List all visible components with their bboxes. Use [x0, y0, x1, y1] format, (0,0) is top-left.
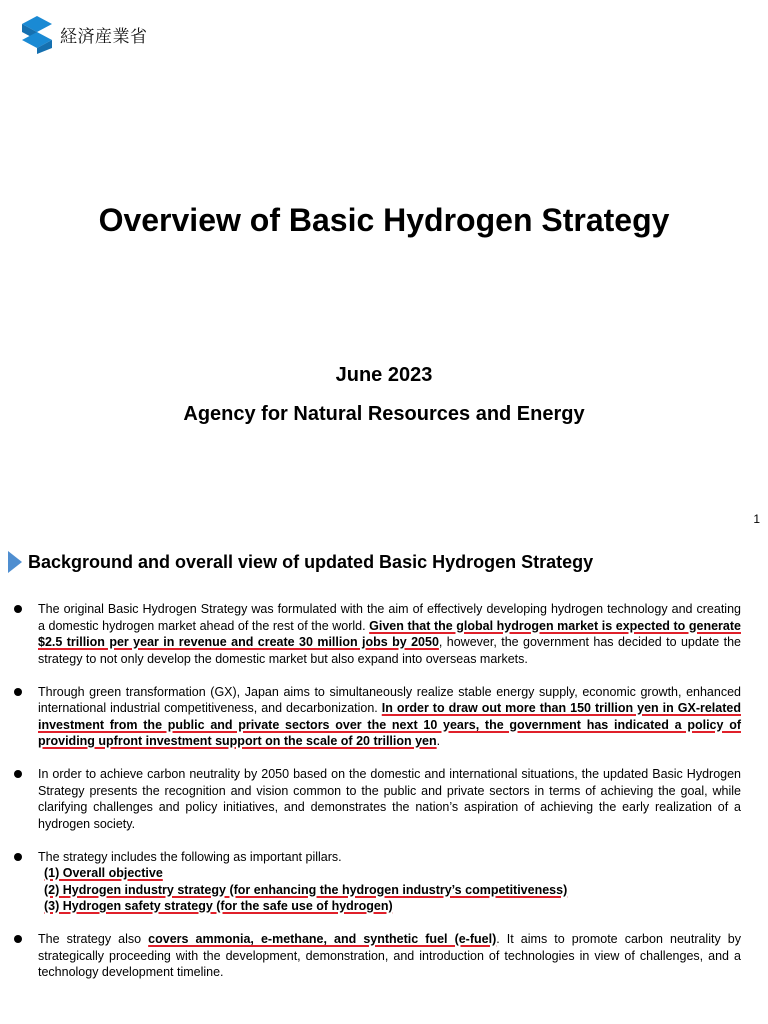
list-item: [14, 684, 741, 750]
pillar-item: (1) Overall objective: [44, 866, 163, 880]
publication-date: June 2023: [335, 364, 433, 386]
meti-logo: [18, 14, 148, 54]
bullet-highlight: Given that the global hydrogen market is expected to generate $2.5 trillion per year in revenue and create 30 million jobs by 2050: [38, 618, 741, 649]
bullet-text: The strategy also: [38, 932, 149, 946]
bullet-text: .: [436, 734, 441, 748]
bullet-text: . It aims to promote carbon neutrality by strategically proceeding with the development, demonstration, and introduction of technologies in view of challenges, and a technology development timeline.: [38, 932, 741, 979]
logo-text: 経済産業省: [60, 26, 148, 47]
triangle-marker-icon: [8, 551, 22, 573]
section-title: Background and overall view of updated Basic Hydrogen Strategy: [28, 551, 594, 572]
bullet-text: The original Basic Hydrogen Strategy was formulated with the aim of effectively developing hydrogen technology and creating a domestic hydrogen market ahead of the rest of the world.: [38, 602, 741, 633]
meti-logo-icon: [18, 14, 56, 54]
bullet-highlight: covers ammonia, e-methane, and synthetic fuel (e-fuel): [148, 932, 497, 946]
bullet-dot-icon: [14, 605, 22, 613]
list-item: [14, 766, 741, 832]
agency-name: Agency for Natural Resources and Energy: [183, 403, 585, 425]
bullet-text: The strategy includes the following as important pillars.: [38, 849, 342, 864]
page-title: Overview of Basic Hydrogen Strategy: [98, 202, 670, 238]
list-item: [14, 931, 741, 981]
section-header: [8, 551, 593, 573]
bullet-text: In order to achieve carbon neutrality by 2050 based on the domestic and international situations, the updated Basic Hydrogen Strategy presents the recognition and vision common to the public and private sectors in terms of achieving the goal, while clarifying challenges and policy initiatives, and demonstrates the nation’s aspiration of achieving the early realization of a hydrogen society.: [38, 767, 741, 831]
bullet-dot-icon: [14, 935, 22, 943]
pillar-item: (3) Hydrogen safety strategy (for the safe use of hydrogen): [44, 899, 393, 913]
bullet-dot-icon: [14, 853, 22, 861]
list-item: [14, 601, 741, 667]
bullet-list: [14, 601, 741, 997]
page-number: 1: [753, 512, 760, 526]
list-item: [14, 849, 741, 915]
pillar-item: (2) Hydrogen industry strategy (for enhancing the hydrogen industry’s competitiveness): [44, 882, 568, 897]
bullet-dot-icon: [14, 770, 22, 778]
bullet-text: Through green transformation (GX), Japan aims to simultaneously realize stable energy supply, economic growth, enhanced international industrial competitiveness, and decarbonization.: [38, 684, 741, 715]
bullet-highlight: In order to draw out more than 150 trillion yen in GX-related investment from the public and private sectors over the next 10 years, the government has indicated a policy of providing upfront investment support on the scale of 20 trillion yen: [38, 701, 741, 748]
bullet-text: , however, the government has decided to update the strategy to not only develop the domestic market but also expand into overseas markets.: [38, 635, 741, 666]
bullet-dot-icon: [14, 688, 22, 696]
